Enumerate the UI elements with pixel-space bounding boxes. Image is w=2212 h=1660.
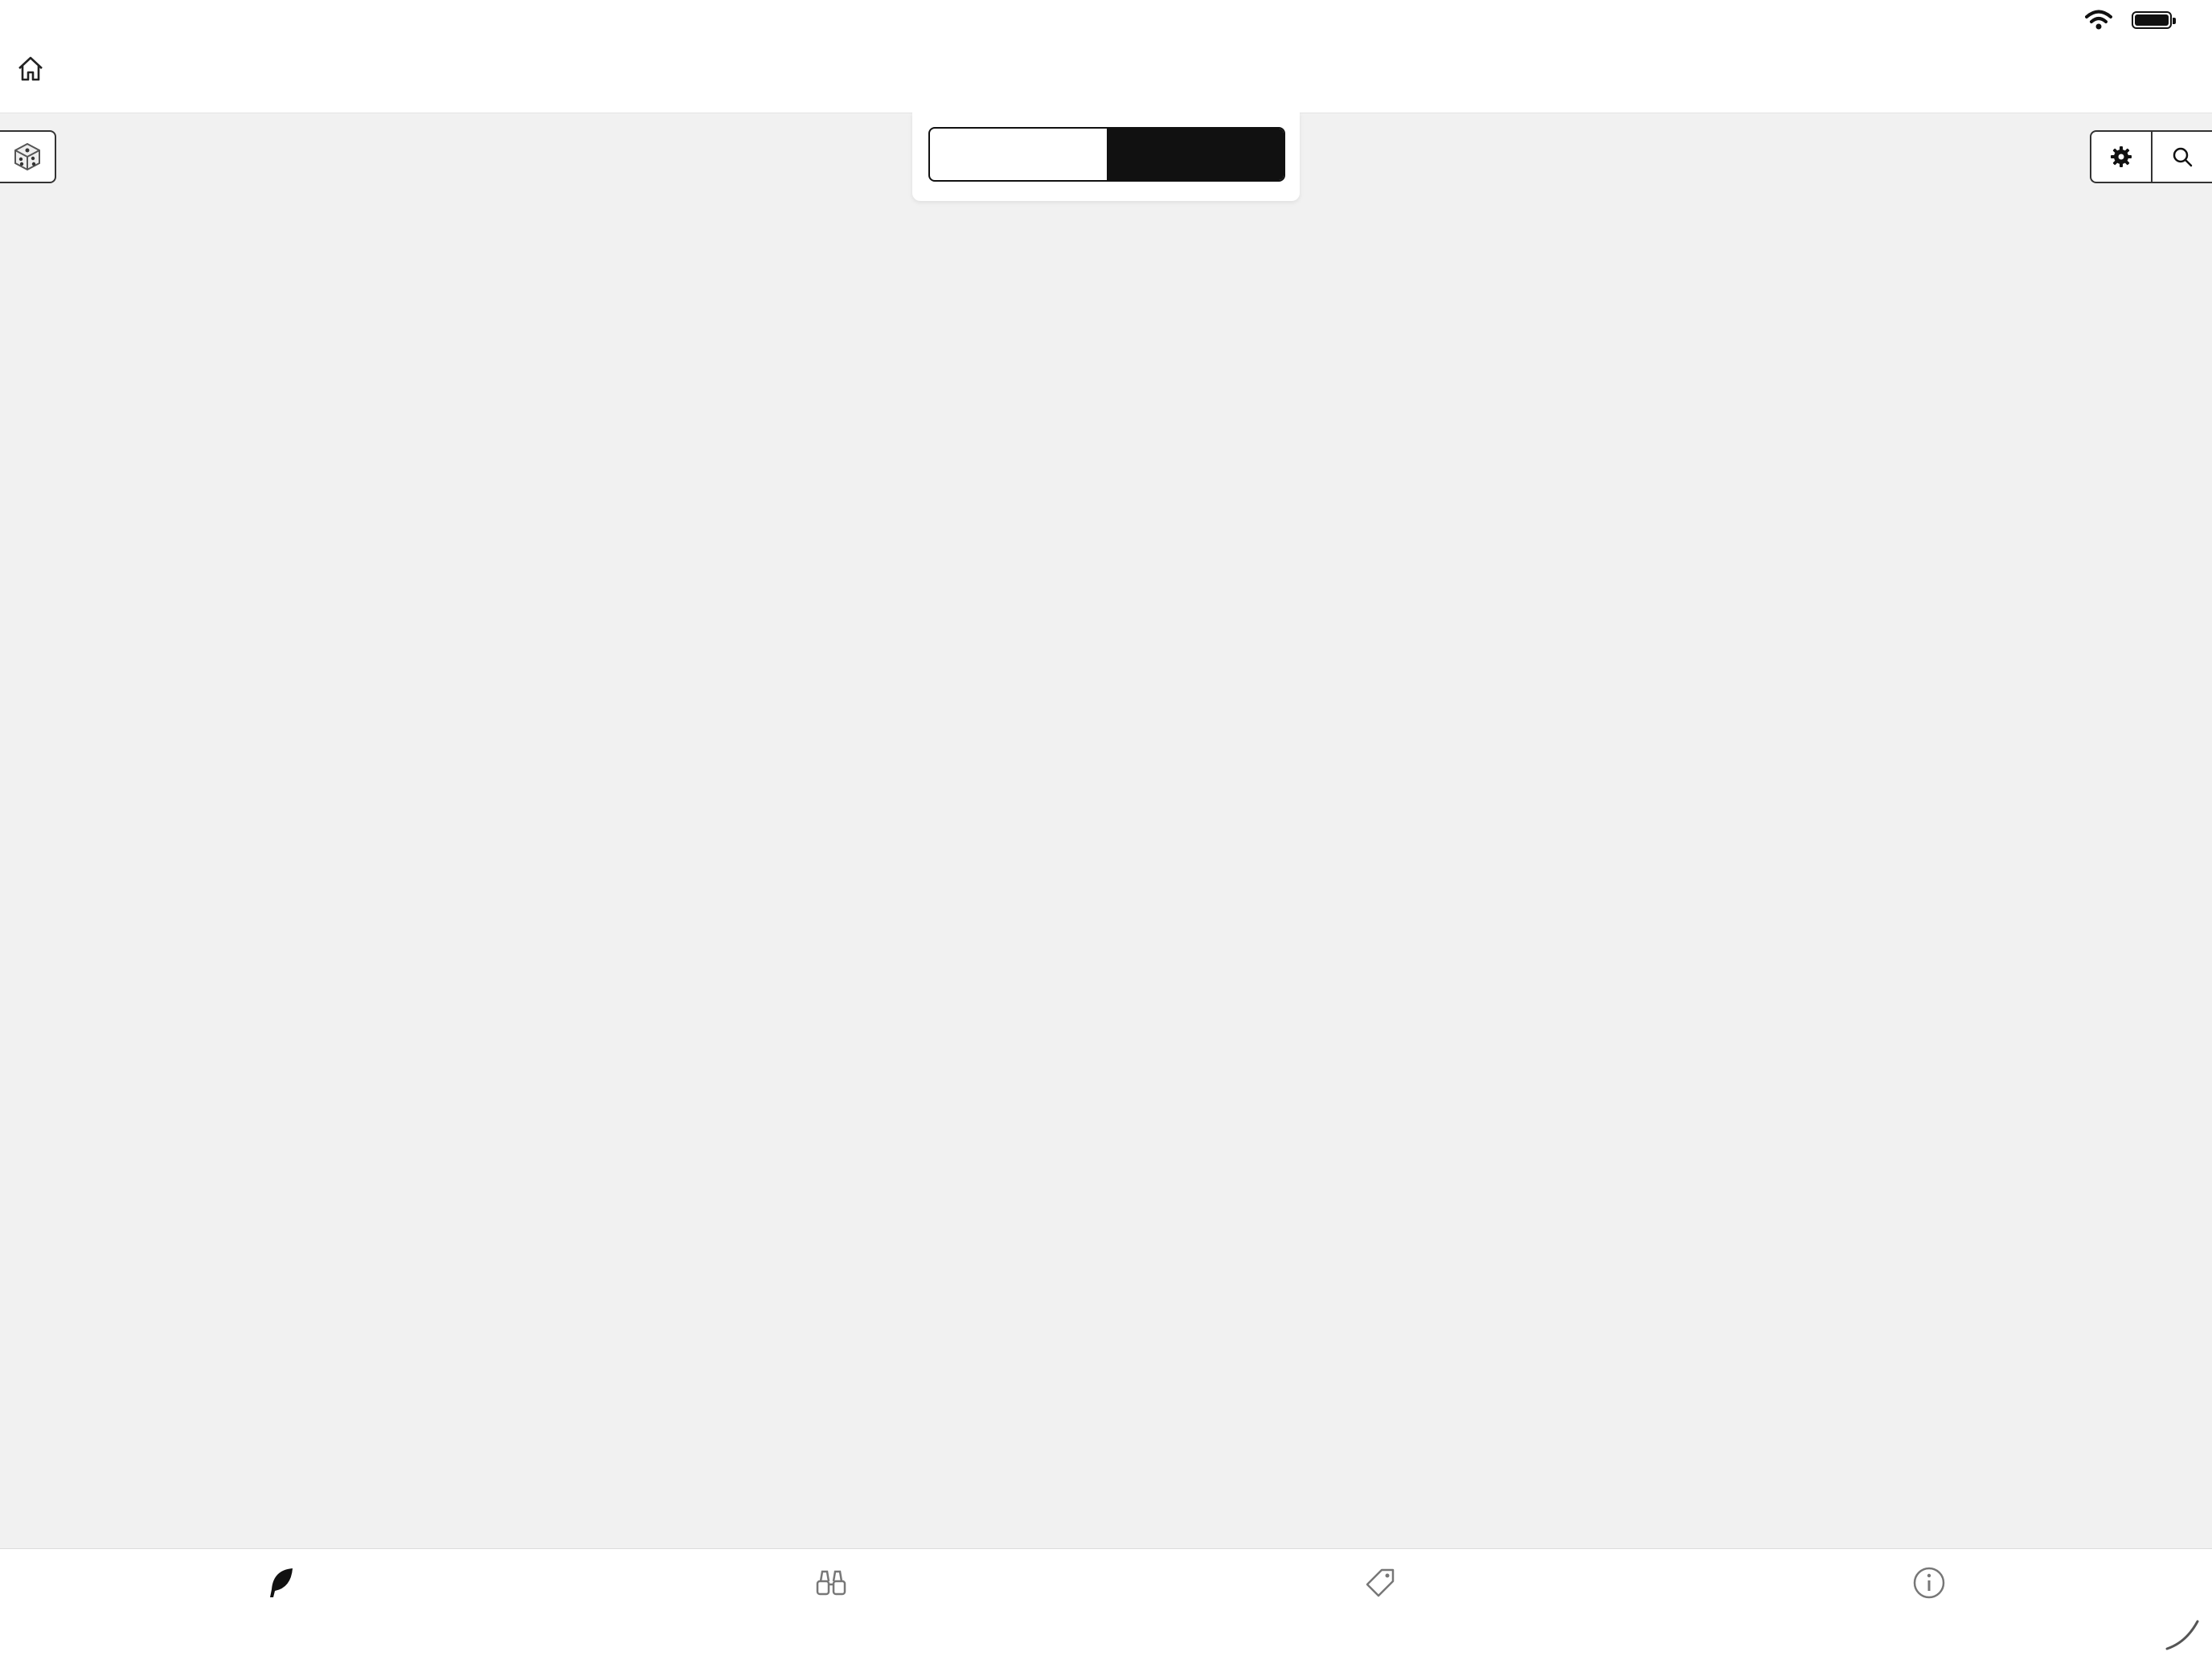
store-toggle-panel [912,113,1300,201]
tag-icon [1362,1565,1398,1601]
tab-technique[interactable] [1300,1564,1460,1607]
tab-play[interactable] [201,1564,362,1607]
gear-icon [2109,145,2133,169]
navigation-bar [0,51,2212,113]
battery-icon [2132,11,2172,29]
home-icon[interactable] [14,53,47,85]
info-icon [1911,1565,1947,1601]
local-store-option[interactable] [1107,129,1284,180]
status-right [2085,10,2172,31]
pencil-stroke-icon [2162,1613,2202,1654]
search-icon [2170,145,2194,169]
wifi-icon [2085,10,2112,31]
game-store-option[interactable] [930,129,1107,180]
tab-solution[interactable] [751,1564,911,1607]
status-bar [0,0,2212,51]
binoculars-icon [813,1565,849,1601]
puzzle-grid[interactable] [0,113,2212,1548]
dice-icon [11,141,43,173]
toolbar-right [2090,130,2212,183]
random-dice-button[interactable] [0,130,56,183]
settings-button[interactable] [2091,132,2151,182]
feather-icon [264,1565,299,1601]
search-button[interactable] [2151,132,2212,182]
tab-bar [0,1548,2212,1660]
store-segmented-control [928,127,1285,182]
tab-about[interactable] [1849,1564,2009,1607]
